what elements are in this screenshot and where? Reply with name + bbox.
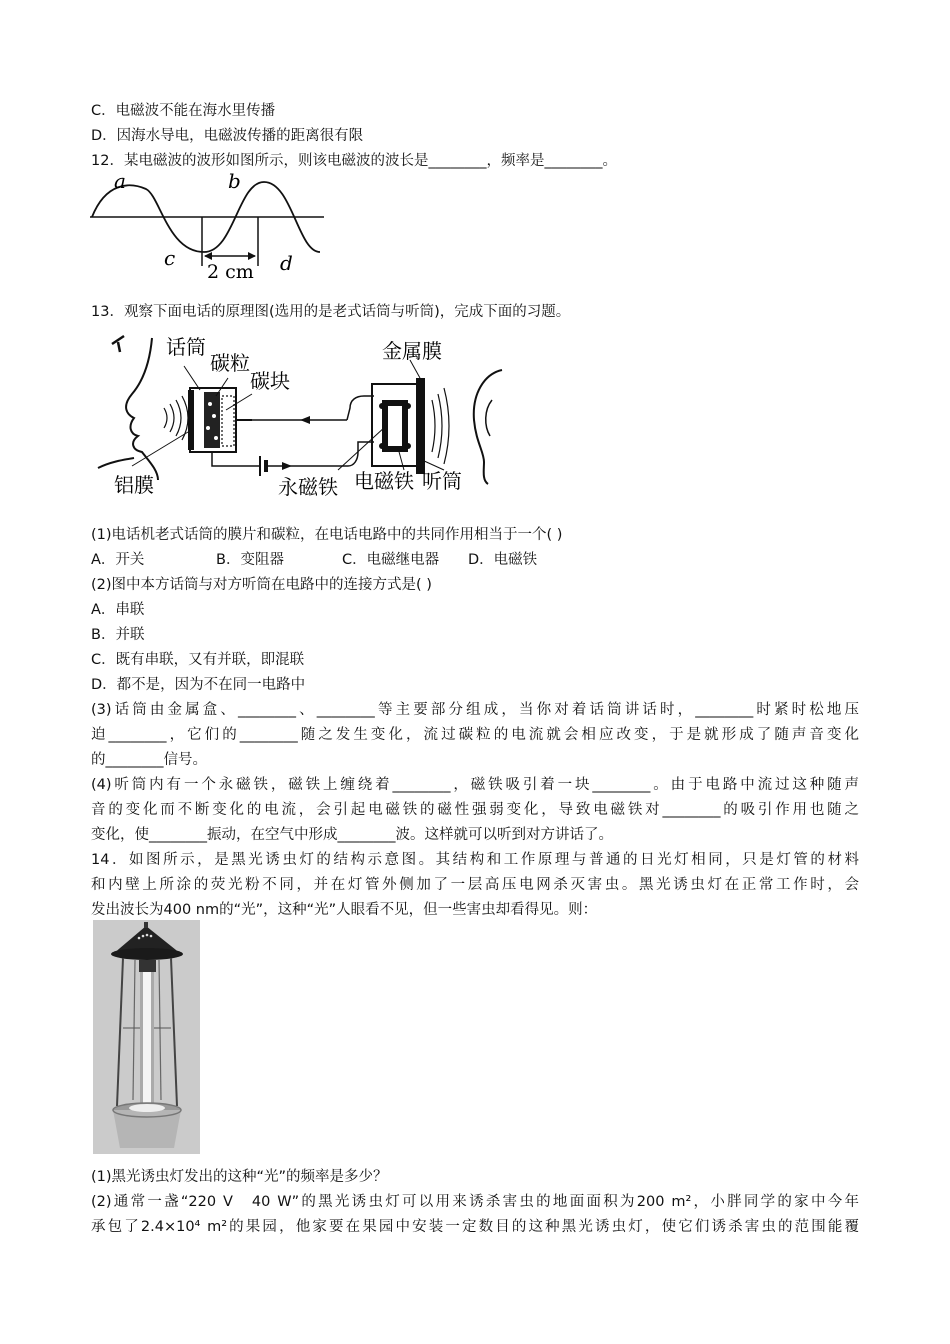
label-carbon-block: 碳块 — [250, 369, 290, 393]
label-permanent-magnet: 永磁铁 — [278, 475, 338, 499]
q11-option-c: C．电磁波不能在海水里传播 — [91, 103, 276, 119]
q14-part2-line2: 承包了2.4×10⁴ m²的果园，他家要在果园中安装一定数目的这种黑光诱虫灯，使它们诱杀害虫的范围能覆 — [91, 1219, 859, 1235]
q14-stem-line2: 和内壁上所涂的荧光粉不同，并在灯管外侧加了一层高压电网杀灭害虫。黑光诱虫灯在正常工作时，会 — [91, 877, 859, 893]
q14-stem-line3: 发出波长为400 nm的“光”，这种“光”人眼看不见，但一些害虫却看得见。则： — [91, 902, 598, 918]
q13-p2-option-d: D．都不是，因为不在同一电路中 — [91, 677, 306, 693]
aluminum-diaphragm — [188, 390, 194, 450]
q13-part3-line1: (3)话筒由金属盒、________、________等主要部分组成，当你对着话筒讲话时，________时紧时松地压 — [91, 702, 859, 718]
q11-option-d: D．因海水导电，电磁波传播的距离很有限 — [91, 128, 364, 144]
wave-label-c: c — [164, 246, 176, 270]
label-aluminum-film: 铝膜 — [114, 473, 154, 497]
q13-part3-line3: 的________信号。 — [91, 752, 207, 768]
black-light-insect-lamp-photo — [93, 920, 200, 1154]
wave-distance-label: 2 cm — [207, 261, 254, 283]
q13-telephone-figure — [92, 330, 512, 505]
wave-label-a: a — [114, 170, 126, 193]
label-carbon-grains: 碳粒 — [210, 351, 250, 375]
q13-p2-option-a: A．串联 — [91, 602, 145, 618]
wave-label-b: b — [228, 170, 241, 193]
q14-part1: (1)黑光诱虫灯发出的这种“光”的频率是多少？ — [91, 1169, 388, 1185]
q13-p1-option-c: C．电磁继电器 — [342, 552, 440, 568]
label-electromagnet: 电磁铁 — [354, 469, 414, 493]
carbon-block — [204, 392, 220, 448]
q13-p1-option-a: A．开关 — [91, 552, 145, 568]
q13-part4-line1: (4)听筒内有一个永磁铁，磁铁上缠绕着________，磁铁吸引着一块________。由于电路中流过这种随声 — [91, 777, 859, 793]
q14-stem-line1: 14．如图所示，是黑光诱虫灯的结构示意图。其结构和工作原理与普通的日光灯相同，只是灯管的材料 — [91, 852, 859, 868]
q13-part2: (2)图中本方话筒与对方听筒在电路中的连接方式是( ) — [91, 577, 432, 593]
label-metal-film: 金属膜 — [382, 339, 442, 363]
q14-part2-line1: (2)通常一盏“220 V 40 W”的黑光诱虫灯可以用来诱杀害虫的地面面积为200 m²，小胖同学的家中今年 — [91, 1194, 859, 1210]
q13-p1-option-d: D．电磁铁 — [468, 552, 538, 568]
q13-p2-option-c: C．既有串联，又有并联，即混联 — [91, 652, 305, 668]
q13-part4-line2: 音的变化而不断变化的电流，会引起电磁铁的磁性强弱变化，导致电磁铁对________的吸引作用也随之 — [91, 802, 859, 818]
label-mic: 话筒 — [166, 335, 206, 359]
q13-stem: 13．观察下面电话的原理图(选用的是老式话筒与听筒)，完成下面的习题。 — [91, 304, 571, 320]
q12-waveform-figure — [88, 170, 328, 285]
wave-label-d: d — [280, 251, 293, 275]
label-receiver: 听筒 — [422, 469, 462, 493]
q13-p2-option-b: B．并联 — [91, 627, 145, 643]
metal-diaphragm — [416, 378, 425, 474]
q13-part1-options — [91, 550, 537, 570]
q12-stem: 12．某电磁波的波形如图所示，则该电磁波的波长是________，频率是________。 — [91, 153, 617, 169]
q13-part3-line2: 迫________，它们的________随之发生变化，流过碳粒的电流就会相应改变，于是就形成了随声音变化 — [91, 727, 859, 743]
q13-part4-line3: 变化，使________振动，在空气中形成________波。这样就可以听到对方讲话了。 — [91, 827, 613, 843]
listener-ear — [474, 370, 502, 484]
q13-part1: (1)电话机老式话筒的膜片和碳粒，在电话电路中的共同作用相当于一个( ) — [91, 527, 563, 543]
q13-p1-option-b: B．变阻器 — [216, 552, 284, 568]
